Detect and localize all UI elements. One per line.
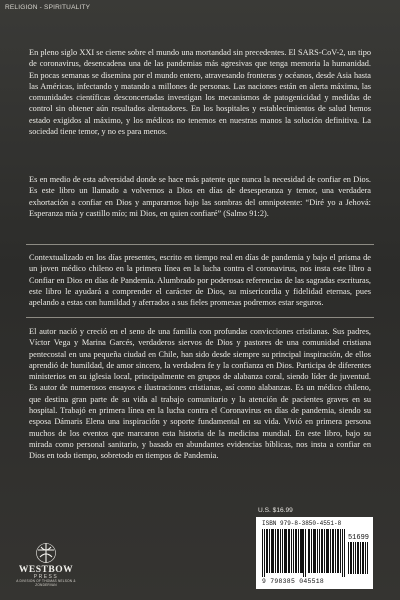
publisher-name: WESTBOW: [18, 565, 74, 575]
publisher-logo: [12, 542, 80, 594]
category-label: RELIGION - SPIRITUALITY: [5, 4, 91, 11]
divider: [26, 317, 374, 318]
price-label: U.S. $16.99: [258, 507, 293, 514]
publisher-tagline: A DIVISION OF THOMAS NELSON & ZONDERVAN: [16, 579, 76, 587]
isbn-barcode: [256, 517, 373, 589]
barcode-digits: 9 798385 045518: [262, 578, 325, 585]
cross-emblem-icon: [35, 542, 57, 564]
divider: [26, 244, 374, 245]
isbn-label: ISBN 979-8-3850-4551-8: [262, 520, 342, 527]
author-bio-paragraph: El autor nació y creció en el seno de una familia con profundas convicciones cristianas. Sus padres, Víctor Vega y Marina Garcés, verdaderos siervos de Dios y pastores de una comunidad cristiana pentecostal en una pequeña ciudad en Chile, han sido desde siempre su principal inspiración, de ellos aprendió de humildad, de amor sincero, la verdadera fe y la confianza en Dios. Participa de diferentes ministerios en su iglesia local, principalmente en grupos de alabanza coral, siendo líder de juventud. Es autor de numerosos ensayos e ilustraciones cristianas, así como alabanzas. Es un médico chileno, que destina gran parte de su vida al trabajo comunitario y la atención de pacientes graves en su hospital. Trabajó en primera línea en la lucha contra el Coronavirus en días de pandemia, siendo su esposa Dámaris Elena una inspiración y soporte fundamental en su vida. Vivió en primera persona muchos de los eventos que marcaron esta historia de la medicina mundial. En este libro, bajo su mirada como personal sanitario, y basado en abundantes evidencias bíblicas, nos insta a confiar en Dios en todo tiempo, sobretodo en tiempos de Pandemia.: [29, 327, 371, 461]
synopsis-paragraph-1: En pleno siglo XXI se cierne sobre el mundo una mortandad sin precedentes. El SARS-CoV-2, un tipo de coronavirus, desencadena una de las pandemias más agresivas que tenga memoria la humanidad. En pocas semanas se disemina por el mundo entero, atravesando fronteras y océanos, desde Asia hasta las Américas, infectando y matando a millones de personas. Las naciones están en alerta máxima, las comunidades científicas desconcertadas investigan los mecanismos de patogenicidad y medidas de control sin obtener aún resultados alentadores. En los hospitales y establecimientos de salud hemos estado exigidos al máximo, y los médicos no tenemos en nuestras manos la solución definitiva. La sociedad tiene temor, y no es para menos.: [29, 48, 371, 137]
ean-barcode-bars: [262, 529, 346, 577]
synopsis-paragraph-2: Es en medio de esta adversidad donde se hace más patente que nunca la necesidad de confiar en Dios. Es este libro un llamado a volvernos a Dios en días de desesperanza y temor, una verdadera exhortación a confiar en Dios y ampararnos bajo las sombras del omnipotente: “Diré yo a Jehová: Esperanza mía y castillo mío; mi Dios, en quien confiaré” (Salmo 91:2).: [29, 175, 371, 218]
addon-digits: 51699: [347, 534, 369, 542]
publisher-suffix: PRESS: [33, 574, 59, 580]
synopsis-paragraph-3: Contextualizado en los días presentes, escrito en tiempo real en días de pandemia y bajo el prisma de un joven médico chileno en la primera línea en la lucha contra el coronavirus, nos insta este libro a Confiar en Dios en días de Pandemia. Alumbrado por poderosas referencias de las sagradas escrituras, este libro le ayudará a comprender el carácter de Dios, su misericordia y fidelidad eternas, pues apelando a estas con humildad y aferrados a sus fieles promesas podremos estar seguros.: [29, 253, 371, 308]
addon-barcode-bars: [348, 542, 368, 574]
